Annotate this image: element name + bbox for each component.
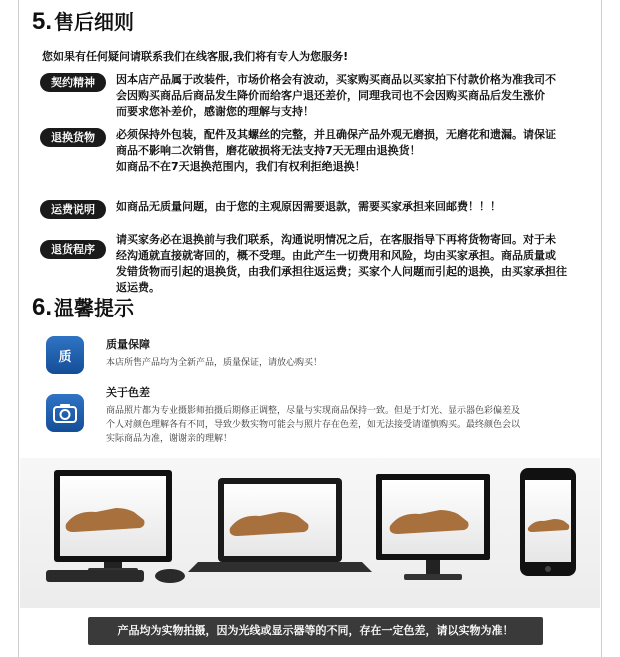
tip-line: 个人对颜色理解各有不同，导致少数实物可能会与照片存在色差，如无法接受请谨慎购买。最终颜色会以	[106, 420, 521, 430]
rule-line: 如商品不在7天退换范围内，我们有权利拒绝退换！	[116, 160, 366, 173]
tip-quality-body	[106, 356, 322, 370]
quality-shield-icon	[46, 336, 84, 374]
tip-quality-title: 质量保障	[106, 338, 150, 351]
lcd-monitor-icon	[376, 474, 490, 580]
section-5-heading	[32, 6, 134, 36]
rule-shipping	[40, 199, 595, 219]
rule-procedure-text	[116, 232, 567, 296]
tip-color-title: 关于色差	[106, 386, 150, 399]
rule-contract	[40, 72, 595, 120]
tip-color	[46, 384, 596, 446]
rule-line: 如商品无质量问题，由于您的主观原因需要退款，需要买家承担来回邮费！！！	[116, 200, 501, 213]
rule-line: 商品不影响二次销售，磨花破损将无法支持7天无理由退换货！	[116, 144, 421, 157]
devices-graphic	[20, 458, 600, 608]
intro-text: 您如果有任何疑问请联系我们在线客服,我们将有专人为您服务!	[42, 50, 349, 63]
rule-line: 而要求您补差价，感谢您的理解与支持！	[116, 105, 314, 118]
devices-illustration	[20, 458, 600, 608]
rule-returns-text	[116, 127, 556, 175]
rule-line: 必须保持外包装，配件及其螺丝的完整，并且确保产品外观无磨损，无磨花和遗漏。请保证	[116, 128, 556, 141]
laptop-icon	[188, 478, 372, 572]
tip-color-body	[106, 404, 520, 446]
smartphone-icon	[520, 468, 576, 576]
color-difference-notice: 产品均为实物拍摄，因为光线或显示器等的不同，存在一定色差，请以实物为准！	[88, 617, 543, 645]
tip-line: 实际商品为准，谢谢亲的理解！	[106, 434, 233, 444]
camera-icon-glyph	[53, 403, 77, 423]
section-6-number: 6.	[32, 294, 53, 321]
tip-line: 商品照片都为专业摄影师拍摄后期修正调整，尽量与实现商品保持一致。但是于灯光、显示器色彩偏差及	[106, 406, 521, 416]
rule-line: 会因购买商品后商品发生降价而给客户退还差价，同理我司也不会因购买商品后发生涨价	[116, 89, 545, 102]
badge-procedure: 退货程序	[40, 240, 106, 259]
tip-quality	[46, 336, 596, 374]
rule-line: 返运费。	[116, 281, 160, 294]
tip-line: 本店所售产品均为全新产品，质量保证，请放心购买！	[106, 358, 323, 368]
rule-return-procedure	[40, 232, 595, 296]
rule-returns	[40, 127, 595, 175]
badge-contract: 契约精神	[40, 73, 106, 92]
quality-icon-label: 质	[58, 349, 72, 365]
badge-returns: 退换货物	[40, 128, 106, 147]
section-6-heading	[32, 292, 134, 322]
rule-shipping-text	[116, 199, 501, 219]
rule-line: 请买家务必在退换前与我们联系，沟通说明情况之后，在客服指导下再将货物寄回。对于未	[116, 233, 556, 246]
section-5-number: 5.	[32, 8, 53, 35]
section-5-title: 售后细则	[54, 10, 135, 34]
rule-line: 经沟通就直接就寄回的，概不受理。由此产生一切费用和风险，均由买家承担。商品质量或	[116, 249, 556, 262]
rule-contract-text	[116, 72, 556, 120]
badge-shipping: 运费说明	[40, 200, 106, 219]
rule-line: 发错货物而引起的退换货，由我们承担往返运费；买家个人问题而引起的退换，由买家承担往	[116, 265, 567, 278]
camera-icon	[46, 394, 84, 432]
section-6-title: 温馨提示	[54, 296, 135, 320]
rule-line: 因本店产品属于改装件，市场价格会有波动，买家购买商品以买家拍下付款价格为准我司不	[116, 73, 556, 86]
desktop-monitor-icon	[46, 470, 185, 583]
